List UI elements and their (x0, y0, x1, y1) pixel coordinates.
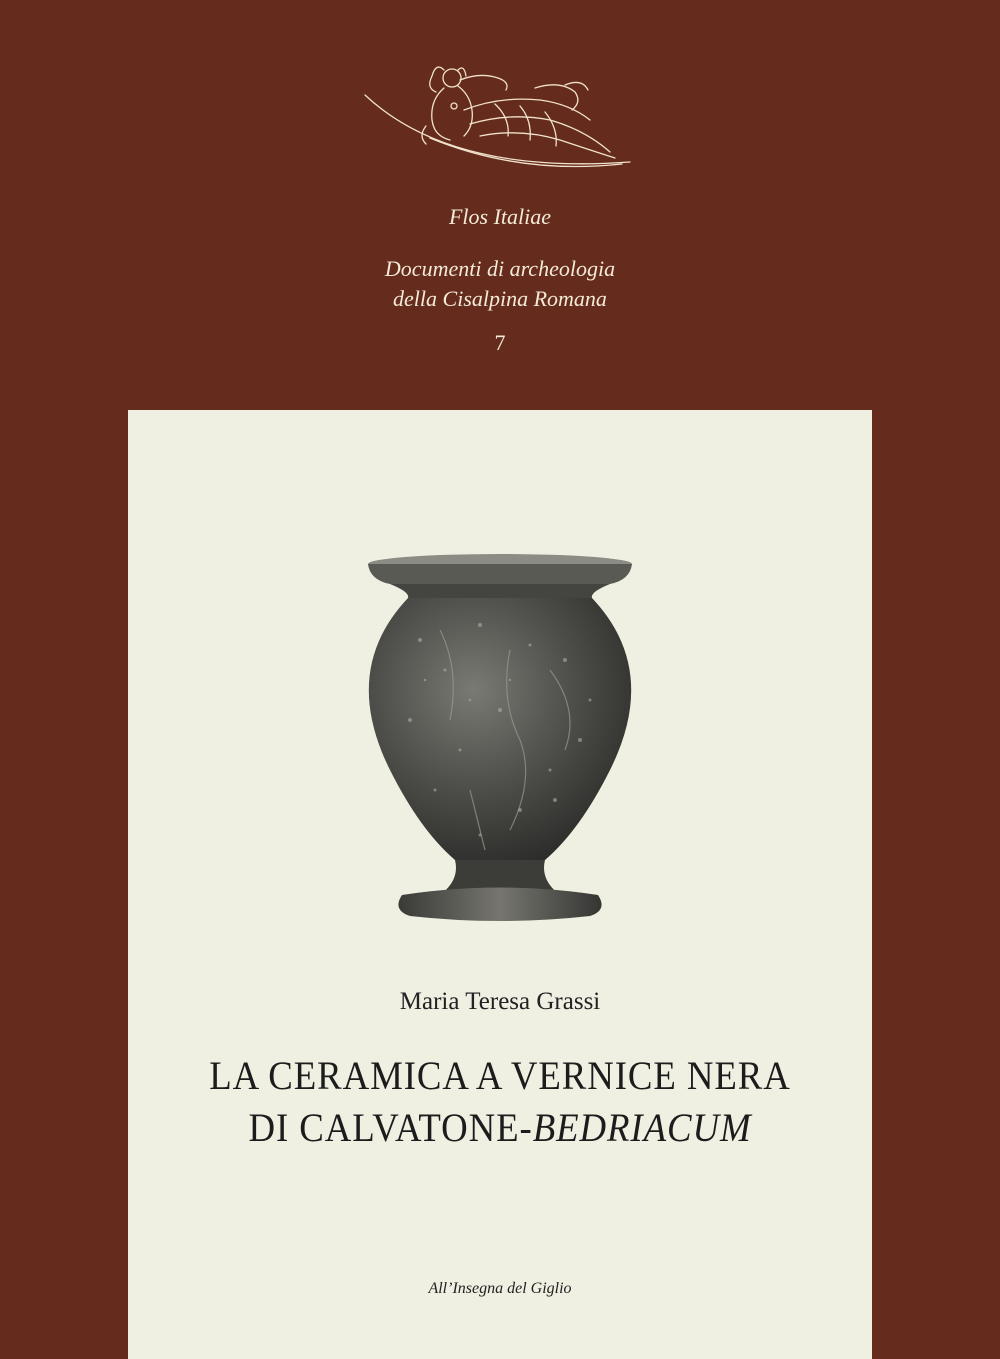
series-title: Flos Italiae (448, 204, 552, 229)
vase-photo (350, 550, 650, 930)
book-title-line2 (158, 1102, 842, 1154)
book-title-line2-italic: BEDRIACUM (532, 1105, 752, 1150)
book-title (158, 1050, 842, 1154)
book-title-line1: LA CERAMICA A VERNICE NERA (209, 1053, 791, 1098)
publisher-name: All’Insegna del Giglio (428, 1280, 572, 1297)
book-title-line2-prefix: DI CALVATONE- (248, 1105, 533, 1150)
series-subtitle (0, 254, 1000, 314)
series-number: 7 (494, 330, 506, 355)
author-name: Maria Teresa Grassi (399, 988, 601, 1015)
series-subtitle-line1: Documenti di archeologia (384, 256, 616, 281)
series-subtitle-line2: della Cisalpina Romana (393, 286, 607, 311)
cover-panel (128, 410, 872, 1359)
reclining-figure-emblem (360, 40, 640, 180)
